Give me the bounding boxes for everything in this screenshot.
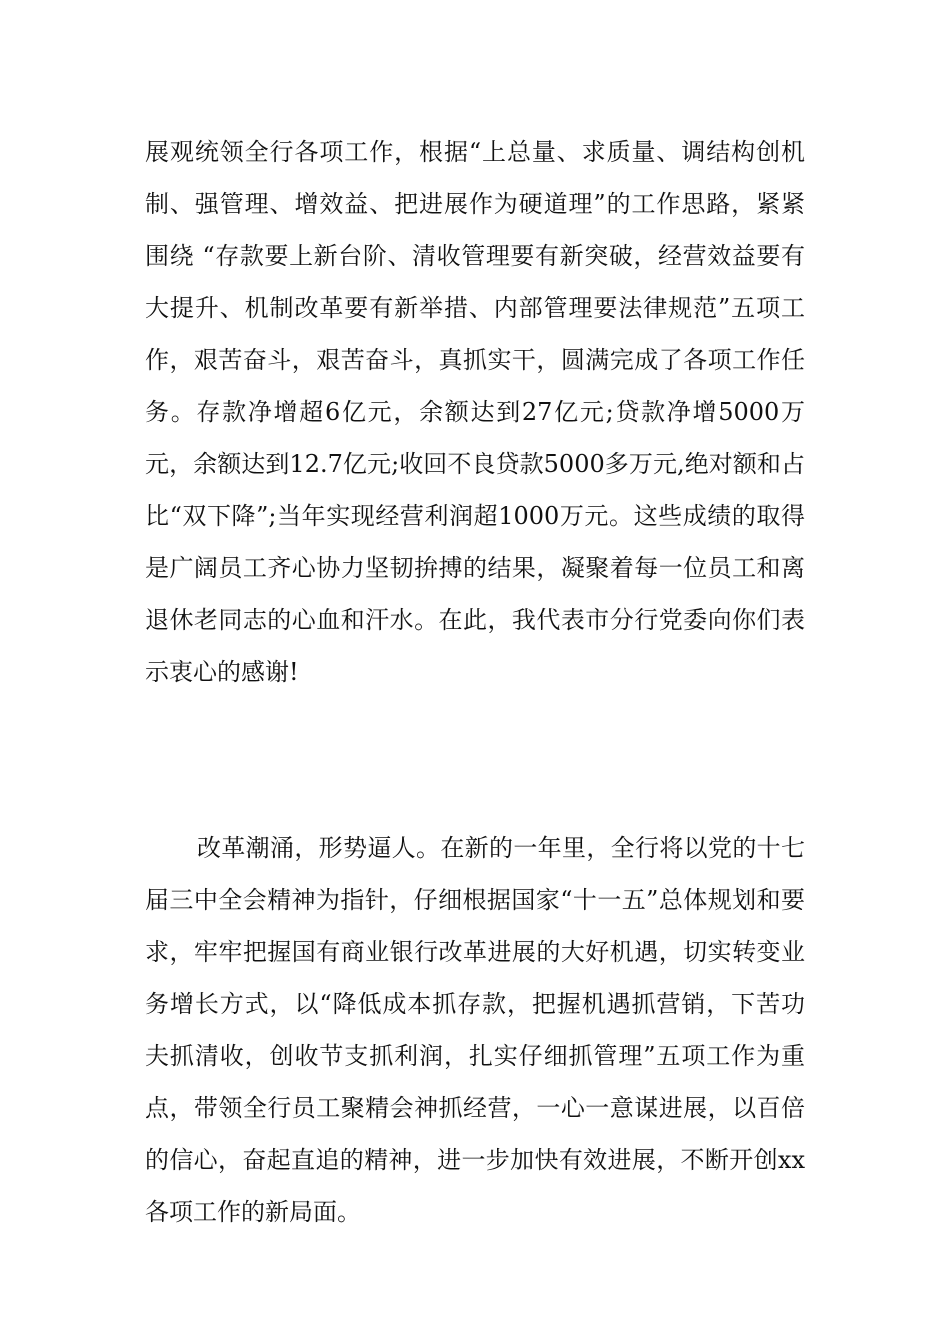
body-paragraph-achievements: 展观统领全行各项工作，根据“上总量、求质量、调结构创机制、强管理、增效益、把进展作为硬道理”的工作思路，紧紧围绕 “存款要上新台阶、清收管理要有新突破，经营效益要有大提升、机制改革要有新举措、内部管理要法律规范”五项工作，艰苦奋斗，艰苦奋斗，真抓实干，圆满完成了各项工作任务。存款净增超6亿元，余额达到27亿元;贷款净增5000万元，余额达到12.7亿元;收回不良贷款5000多万元,绝对额和占比“双下降”;当年实现经营利润超1000万元。这些成绩的取得是广阔员工齐心协力坚韧拚搏的结果，凝聚着每一位员工和离退休老同志的心血和汗水。在此，我代表市分行党委向你们表示衷心的感谢!	[145, 138, 805, 686]
body-paragraph-outlook: 改革潮涌，形势逼人。在新的一年里，全行将以党的十七届三中全会精神为指针，仔细根据国家“十一五”总体规划和要求，牢牢把握国有商业银行改革进展的大好机遇，切实转变业务增长方式，以“降低成本抓存款，把握机遇抓营销，下苦功夫抓清收，创收节支抓利润，扎实仔细抓管理”五项工作为重点，带领全行员工聚精会神抓经营，一心一意谋进展，以百倍的信心，奋起直追的精神，进一步加快有效进展，不断开创xx各项工作的新局面。	[145, 834, 805, 1226]
